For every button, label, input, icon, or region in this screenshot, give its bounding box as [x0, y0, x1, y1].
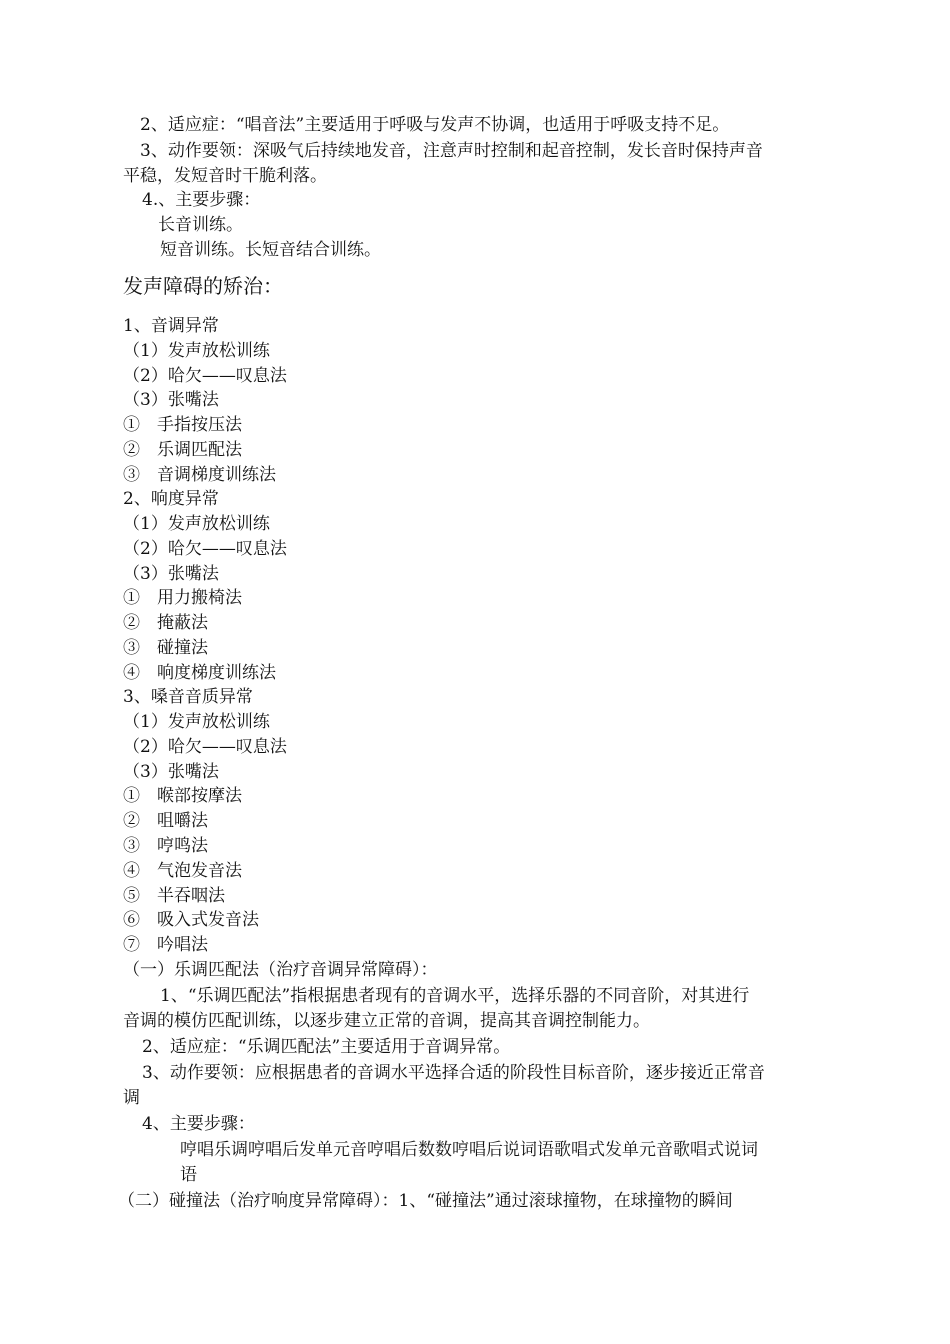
essentials-line-1: 3、动作要领：深吸气后持续地发音，注意声时控制和起音控制，发长音时保持声音 [140, 141, 763, 161]
pitch-matching-def-1: 1、“乐调匹配法”指根据患者现有的音调水平，选择乐器的不同音阶，对其进行 [160, 986, 750, 1006]
sub-item: ① 喉部按摩法 [123, 786, 242, 806]
list-item: （2）哈欠——叹息法 [123, 366, 287, 386]
quality-title: 3、嗓音音质异常 [123, 687, 253, 707]
sub-item: ② 乐调匹配法 [123, 440, 242, 460]
sub-item: ③ 音调梯度训练法 [123, 465, 276, 485]
list-item: （3）张嘴法 [123, 564, 219, 584]
list-item: （1）发声放松训练 [123, 712, 270, 732]
sub-item: ② 掩蔽法 [123, 613, 208, 633]
step-short: 短音训练。长短音结合训练。 [160, 240, 381, 260]
pitch-matching-title: （一）乐调匹配法（治疗音调异常障碍）： [123, 960, 438, 980]
pitch-matching-steps-title: 4、主要步骤： [142, 1114, 255, 1134]
pitch-matching-essentials-1: 3、动作要领：应根据患者的音调水平选择合适的阶段性目标音阶，逐步接近正常音 [142, 1063, 765, 1083]
sub-item: ④ 响度梯度训练法 [123, 663, 276, 683]
indications-line: 2、适应症：“唱音法”主要适用于呼吸与发声不协调，也适用于呼吸支持不足。 [140, 115, 730, 135]
sub-item: ④ 气泡发音法 [123, 861, 242, 881]
sub-item: ③ 碰撞法 [123, 638, 208, 658]
pitch-matching-def-2: 音调的模仿匹配训练，以逐步建立正常的音调，提高其音调控制能力。 [123, 1011, 650, 1031]
sub-item: ① 手指按压法 [123, 415, 242, 435]
loudness-title: 2、响度异常 [123, 489, 219, 509]
pitch-matching-steps-1: 哼唱乐调哼唱后发单元音哼唱后数数哼唱后说词语歌唱式发单元音歌唱式说词 [180, 1140, 758, 1160]
sub-item: ③ 哼鸣法 [123, 836, 208, 856]
list-item: （2）哈欠——叹息法 [123, 737, 287, 757]
list-item: （1）发声放松训练 [123, 341, 270, 361]
pitch-title: 1、音调异常 [123, 316, 219, 336]
pitch-matching-essentials-2: 调 [123, 1088, 140, 1108]
sub-item: ① 用力搬椅法 [123, 588, 242, 608]
list-item: （3）张嘴法 [123, 762, 219, 782]
pitch-matching-indications: 2、适应症：“乐调匹配法”主要适用于音调异常。 [142, 1037, 511, 1057]
essentials-line-2: 平稳，发短音时干脆利落。 [123, 166, 327, 186]
list-item: （1）发声放松训练 [123, 514, 270, 534]
list-item: （2）哈欠——叹息法 [123, 539, 287, 559]
step-long: 长音训练。 [158, 215, 243, 235]
list-item: （3）张嘴法 [123, 390, 219, 410]
sub-item: ⑤ 半吞咽法 [123, 886, 225, 906]
sub-item: ② 咀嚼法 [123, 811, 208, 831]
section-heading: 发声障碍的矫治： [123, 274, 283, 298]
pitch-matching-steps-2: 语 [180, 1165, 197, 1185]
collision-title: （二）碰撞法（治疗响度异常障碍）：1、“碰撞法”通过滚球撞物，在球撞物的瞬间 [118, 1191, 733, 1211]
sub-item: ⑦ 吟唱法 [123, 935, 208, 955]
steps-title: 4.、主要步骤： [142, 190, 261, 210]
sub-item: ⑥ 吸入式发音法 [123, 910, 259, 930]
